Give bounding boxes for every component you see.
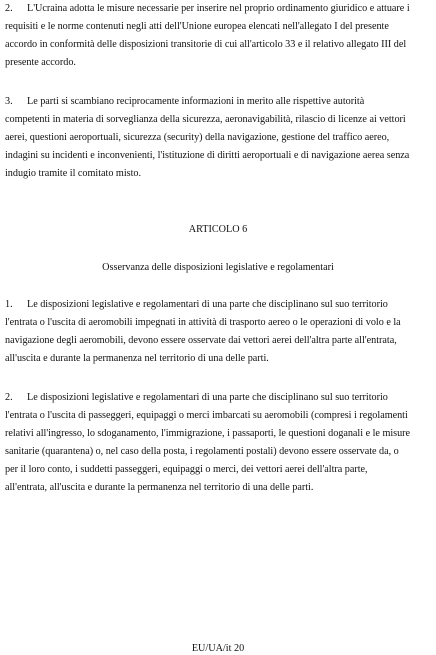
article-paragraph-1-line-1 bbox=[5, 298, 431, 311]
article-heading: ARTICOLO 6 bbox=[188, 224, 248, 235]
article-paragraph-2-line-4: sanitarie (quarantena) o, nel caso della posta, i regolamenti postali) devono essere osservate da, o bbox=[5, 446, 399, 457]
article-paragraph-2-line-6: all'entrata, all'uscita e durante la permanenza nel territorio di una delle parti. bbox=[5, 482, 314, 493]
article-paragraph-1-line-3: navigazione degli aeromobili, devono essere osservate dai vettori aerei dell'altra parte all'entrata, bbox=[5, 335, 397, 346]
paragraph-3-line-4: indagini su incidenti e inconvenienti, l'istituzione di diritti aeroportuali e di navigazione aerea senza bbox=[5, 150, 410, 161]
paragraph-text: Le parti si scambiano reciprocamente informazioni in merito alle rispettive autorità bbox=[27, 96, 365, 107]
paragraph-2-line-4: presente accordo. bbox=[5, 57, 76, 68]
paragraph-3-line-5: indugio tramite il comitato misto. bbox=[5, 168, 141, 179]
article-paragraph-2-line-1 bbox=[5, 391, 431, 404]
article-paragraph-2-line-5: per il loro conto, i suddetti passeggeri, equipaggi o merci, dei vettori aerei dell'altra parte, bbox=[5, 464, 368, 475]
paragraph-text: Le disposizioni legislative e regolamentari di una parte che disciplinano sul suo territorio bbox=[27, 299, 388, 310]
paragraph-3-line-1 bbox=[5, 95, 431, 108]
paragraph-3-line-3: aerei, questioni aeroportuali, sicurezza (security) della navigazione, gestione del traffico aereo, bbox=[5, 132, 390, 143]
paragraph-3-line-2: competenti in materia di sorveglianza della sicurezza, aeronavigabilità, rilascio di licenze ai vettori bbox=[5, 114, 406, 125]
page-footer-reference: EU/UA/it 20 bbox=[191, 643, 245, 654]
paragraph-text: Le disposizioni legislative e regolamentari di una parte che disciplinano sul suo territorio bbox=[27, 392, 388, 403]
article-paragraph-2-line-3: relativi all'ingresso, lo sdoganamento, l'immigrazione, i passaporti, le questioni doganali e le misure bbox=[5, 428, 411, 439]
article-paragraph-1-line-4: all'uscita e durante la permanenza nel territorio di una delle parti. bbox=[5, 353, 269, 364]
paragraph-2-line-3: accordo in conformità delle disposizioni transitorie di cui all'articolo 33 e il relativo allegato III del bbox=[5, 39, 407, 50]
paragraph-2-line-1 bbox=[5, 2, 431, 15]
article-title: Osservanza delle disposizioni legislative e regolamentari bbox=[102, 262, 334, 273]
paragraph-text: L'Ucraina adotta le misure necessarie per inserire nel proprio ordinamento giuridico e attuare i bbox=[27, 3, 410, 14]
article-paragraph-2-line-2: l'entrata o l'uscita di passeggeri, equipaggi o merci imbarcati su aeromobili (compresi i regolamenti bbox=[5, 410, 408, 421]
article-paragraph-1-line-2: l'entrata o l'uscita di aeromobili impegnati in attività di trasporto aereo o le operazioni di volo e la bbox=[5, 317, 401, 328]
paragraph-number: 2. bbox=[5, 392, 13, 403]
paragraph-number: 3. bbox=[5, 96, 13, 107]
paragraph-2-line-2: requisiti e le norme contenuti negli atti dell'Unione europea elencati nell'allegato I del presente bbox=[5, 21, 389, 32]
paragraph-number: 1. bbox=[5, 299, 13, 310]
paragraph-number: 2. bbox=[5, 3, 13, 14]
